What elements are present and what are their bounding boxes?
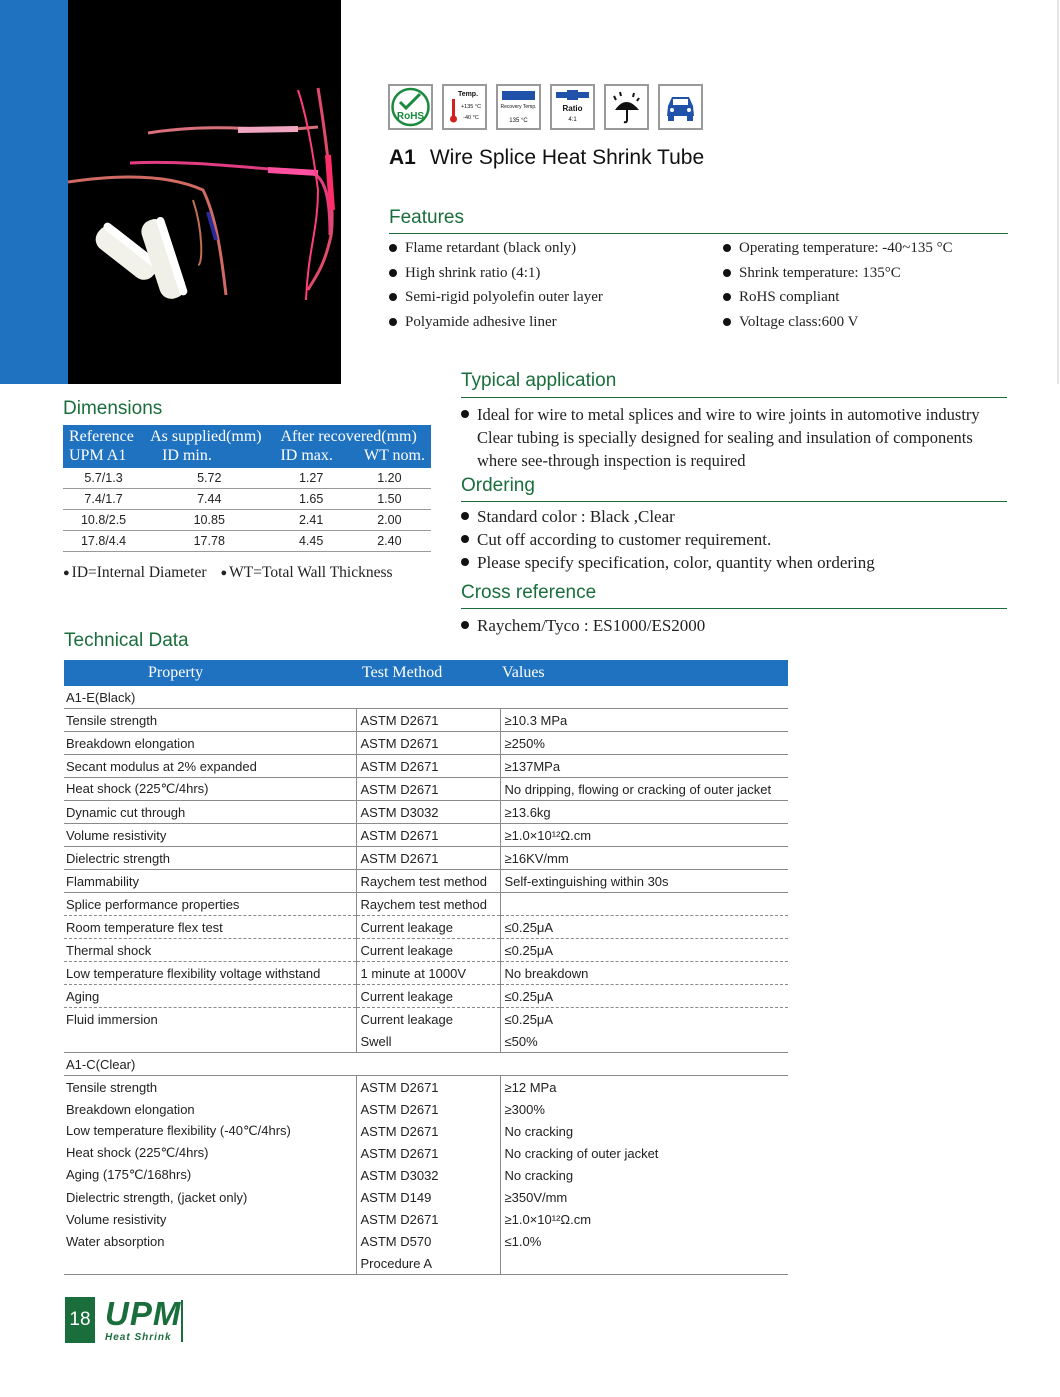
table-group-row: [64, 1053, 788, 1076]
test-method-cell: ASTM D2671: [356, 755, 500, 778]
typical-application-rule: [461, 397, 1007, 398]
dim-note-id: ● ID=Internal Diameter: [63, 564, 207, 581]
property-cell: [64, 1030, 356, 1053]
product-photo: [68, 0, 341, 384]
dimensions-heading: Dimensions: [63, 398, 163, 419]
dimensions-table: [63, 425, 431, 552]
value-cell: ≤0.25μA: [500, 916, 788, 939]
dim-row: [63, 510, 431, 531]
tech-header-values: Values: [502, 664, 545, 681]
value-cell: Self-extinguishing within 30s: [500, 870, 788, 893]
property-cell: Fluid immersion: [66, 1011, 158, 1027]
table-row: [64, 1030, 788, 1053]
value-cell: ≤0.25μA: [500, 1008, 788, 1031]
property-cell: Secant modulus at 2% expanded: [64, 755, 356, 778]
dim-cell: 1.27: [274, 468, 347, 489]
property-cell: Aging (175℃/168hrs): [66, 1167, 192, 1182]
features-rule: [389, 233, 1008, 234]
ordering-rule: [461, 501, 1007, 502]
ordering-item: Standard color : Black ,Clear: [461, 505, 875, 528]
test-method-cell: ASTM D2671: [356, 778, 500, 801]
table-row: [64, 1142, 788, 1164]
dim-cell: 2.41: [274, 510, 347, 531]
table-row: [64, 916, 788, 939]
property-cell: Water absorption: [66, 1233, 165, 1249]
technical-data-heading: Technical Data: [64, 630, 189, 651]
application-item: Ideal for wire to metal splices and wire to wire joints in automotive industry Clear tubing is specially designed for sealing and insulation of components where see-through inspection is required: [461, 403, 1007, 472]
test-method-cell: ASTM D2671: [356, 1142, 500, 1164]
dim-header-supplied: As supplied(mm): [150, 427, 262, 445]
dim-header-recovered: After recovered(mm): [280, 427, 417, 445]
cross-reference-heading: Cross reference: [461, 582, 597, 603]
test-method-cell: Procedure A: [356, 1252, 500, 1275]
side-color-band: [0, 0, 68, 384]
dim-cell: 1.50: [348, 489, 431, 510]
test-method-cell: Current leakage: [356, 939, 500, 962]
product-code: A1: [389, 146, 416, 169]
technical-data-table: [64, 660, 788, 1275]
value-cell: [500, 893, 788, 916]
property-cell: Volume resistivity: [64, 824, 356, 847]
table-row: [64, 1164, 788, 1186]
feature-item: Polyamide adhesive liner: [389, 310, 603, 335]
property-cell: Splice performance properties: [64, 893, 356, 916]
car-icon: [658, 84, 703, 130]
value-cell: ≥1.0×10¹²Ω.cm: [500, 1208, 788, 1230]
ratio-value: 4:1: [568, 117, 577, 123]
test-method-cell: Raychem test method: [356, 893, 500, 916]
property-cell: Tensile strength: [64, 709, 356, 732]
tech-header-property: Property: [148, 664, 204, 681]
brand-tagline: Heat Shrink: [105, 1332, 172, 1343]
table-row: [64, 1008, 788, 1031]
dim-cell: 1.20: [348, 468, 431, 489]
test-method-cell: ASTM D2671: [356, 1208, 500, 1230]
value-cell: No dripping, flowing or cracking of outer jacket: [500, 778, 788, 801]
ordering-list: [461, 505, 875, 574]
value-cell: No cracking: [500, 1164, 788, 1186]
ordering-heading: Ordering: [461, 475, 535, 496]
dim-cell: 5.7/1.3: [63, 468, 144, 489]
value-cell: ≥16KV/mm: [500, 847, 788, 870]
dim-cell: 2.00: [348, 510, 431, 531]
test-method-cell: ASTM D2671: [356, 824, 500, 847]
value-cell: No breakdown: [500, 962, 788, 985]
test-method-cell: ASTM D3032: [356, 801, 500, 824]
table-row: [64, 1076, 788, 1099]
feature-item: Flame retardant (black only): [389, 236, 603, 261]
product-title: [389, 146, 704, 170]
test-method-cell: Raychem test method: [356, 870, 500, 893]
table-row: [64, 778, 788, 801]
dim-header-reference: Reference: [69, 427, 134, 445]
test-method-cell: Current leakage: [356, 985, 500, 1008]
property-cell: Volume resistivity: [66, 1211, 167, 1227]
property-cell: [64, 1252, 356, 1275]
weather-umbrella-icon: [604, 84, 649, 130]
value-cell: ≤0.25μA: [500, 939, 788, 962]
dim-cell: 10.8/2.5: [63, 510, 144, 531]
table-row: [64, 962, 788, 985]
feature-item: RoHS compliant: [723, 285, 953, 310]
table-group-title: A1-E(Black): [64, 686, 788, 709]
property-cell: Dielectric strength, (jacket only): [66, 1189, 248, 1205]
property-cell: Dynamic cut through: [64, 801, 356, 824]
property-cell: Thermal shock: [64, 939, 356, 962]
feature-item: Semi-rigid polyolefin outer layer: [389, 285, 603, 310]
table-row: [64, 732, 788, 755]
feature-item: Operating temperature: -40~135 °C: [723, 236, 953, 261]
table-row: [64, 1120, 788, 1142]
property-cell: Heat shock (225℃/4hrs): [66, 1145, 209, 1160]
test-method-cell: ASTM D2671: [356, 1098, 500, 1120]
value-cell: ≥250%: [500, 732, 788, 755]
table-row: [64, 1098, 788, 1120]
dim-cell: 17.78: [144, 531, 274, 552]
value-cell: ≥300%: [500, 1098, 788, 1120]
value-cell: ≤0.25μA: [500, 985, 788, 1008]
ratio-label: Ratio: [562, 104, 583, 113]
temp-max: +135 °C: [460, 104, 482, 110]
dim-note-wt: ● WT=Total Wall Thickness: [221, 564, 393, 581]
recovery-temp-icon: [496, 84, 541, 130]
dim-cell: 1.65: [274, 489, 347, 510]
dim-header-model: UPM A1: [69, 446, 127, 464]
ordering-item: Please specify specification, color, quantity when ordering: [461, 551, 875, 574]
table-row: [64, 939, 788, 962]
property-cell: Flammability: [64, 870, 356, 893]
dim-header-id-min: ID min.: [162, 446, 212, 464]
test-method-cell: ASTM D570: [356, 1230, 500, 1252]
dim-header-wt-nom: WT nom.: [363, 446, 425, 464]
test-method-cell: ASTM D3032: [356, 1164, 500, 1186]
property-cell: Aging: [64, 985, 356, 1008]
property-cell: Room temperature flex test: [64, 916, 356, 939]
property-cell: Breakdown elongation: [66, 1101, 195, 1117]
test-method-cell: Current leakage: [356, 1008, 500, 1031]
cross-reference-rule: [461, 608, 1007, 609]
tech-header-test-method: Test Method: [362, 664, 443, 681]
dim-cell: 17.8/4.4: [63, 531, 144, 552]
table-row: [64, 847, 788, 870]
test-method-cell: 1 minute at 1000V: [356, 962, 500, 985]
value-cell: ≥10.3 MPa: [500, 709, 788, 732]
dim-cell: 7.44: [144, 489, 274, 510]
value-cell: [500, 1252, 788, 1275]
page-number: 18: [65, 1297, 95, 1343]
test-method-cell: ASTM D2671: [356, 732, 500, 755]
test-method-cell: ASTM D2671: [356, 1076, 500, 1099]
property-cell: Dielectric strength: [64, 847, 356, 870]
table-group-title: A1-C(Clear): [64, 1053, 788, 1076]
cross-reference-item: Raychem/Tyco : ES1000/ES2000: [461, 614, 705, 637]
table-row: [64, 985, 788, 1008]
value-cell: No cracking of outer jacket: [500, 1142, 788, 1164]
test-method-cell: ASTM D2671: [356, 847, 500, 870]
dim-cell: 4.45: [274, 531, 347, 552]
dim-row: [63, 468, 431, 489]
test-method-cell: Swell: [356, 1030, 500, 1053]
table-row: [64, 1186, 788, 1208]
value-cell: ≥1.0×10¹²Ω.cm: [500, 824, 788, 847]
temp-label: Temp.: [457, 91, 479, 98]
features-list-right: [723, 236, 953, 334]
rohs-icon: [388, 84, 433, 130]
table-row: [64, 1230, 788, 1252]
page-edge-rule: [1057, 0, 1059, 384]
table-row: [64, 801, 788, 824]
property-cell: Heat shock (225℃/4hrs): [64, 778, 356, 801]
features-list-left: [389, 236, 603, 334]
temp-min: -40 °C: [463, 115, 479, 121]
value-cell: ≥137MPa: [500, 755, 788, 778]
brand-divider: [181, 1300, 183, 1342]
table-row: [64, 755, 788, 778]
property-cell: Breakdown elongation: [64, 732, 356, 755]
value-cell: ≤1.0%: [500, 1230, 788, 1252]
dim-cell: 2.40: [348, 531, 431, 552]
dimensions-notes: [63, 564, 407, 582]
features-heading: Features: [389, 207, 464, 228]
feature-item: Voltage class:600 V: [723, 310, 953, 335]
dim-header-id-max: ID max.: [280, 446, 333, 464]
dim-row: [63, 489, 431, 510]
recovery-value: 135 °C: [509, 118, 528, 124]
table-row: [64, 824, 788, 847]
value-cell: ≥350V/mm: [500, 1186, 788, 1208]
value-cell: ≥13.6kg: [500, 801, 788, 824]
table-group-row: [64, 686, 788, 709]
property-cell: Tensile strength: [66, 1079, 158, 1095]
table-row: [64, 709, 788, 732]
dim-cell: 7.4/1.7: [63, 489, 144, 510]
test-method-cell: Current leakage: [356, 916, 500, 939]
test-method-cell: ASTM D2671: [356, 709, 500, 732]
product-name: Wire Splice Heat Shrink Tube: [429, 146, 705, 169]
table-row: [64, 870, 788, 893]
property-cell: Low temperature flexibility voltage withstand: [64, 962, 356, 985]
dim-cell: 5.72: [144, 468, 274, 489]
dim-cell: 10.85: [144, 510, 274, 531]
ratio-icon: [550, 84, 595, 130]
temperature-icon: [442, 84, 487, 130]
ordering-item: Cut off according to customer requirement.: [461, 528, 875, 551]
dim-row: [63, 531, 431, 552]
property-cell: Low temperature flexibility (-40℃/4hrs): [66, 1123, 291, 1138]
value-cell: ≥12 MPa: [500, 1076, 788, 1099]
table-row: [64, 1208, 788, 1230]
test-method-cell: ASTM D149: [356, 1186, 500, 1208]
cross-reference-list: [461, 614, 705, 637]
feature-item: Shrink temperature: 135°C: [723, 261, 953, 286]
feature-item: High shrink ratio (4:1): [389, 261, 603, 286]
typical-application-heading: Typical application: [461, 370, 617, 391]
table-row: [64, 893, 788, 916]
recovery-label: Recovery Temp.: [500, 104, 537, 110]
brand-logo: UPM: [105, 1295, 182, 1332]
certification-icons: [388, 84, 703, 130]
rohs-label: RoHS: [396, 111, 425, 122]
table-row: [64, 1252, 788, 1275]
typical-application-list: [461, 403, 1007, 472]
value-cell: ≤50%: [500, 1030, 788, 1053]
value-cell: No cracking: [500, 1120, 788, 1142]
test-method-cell: ASTM D2671: [356, 1120, 500, 1142]
